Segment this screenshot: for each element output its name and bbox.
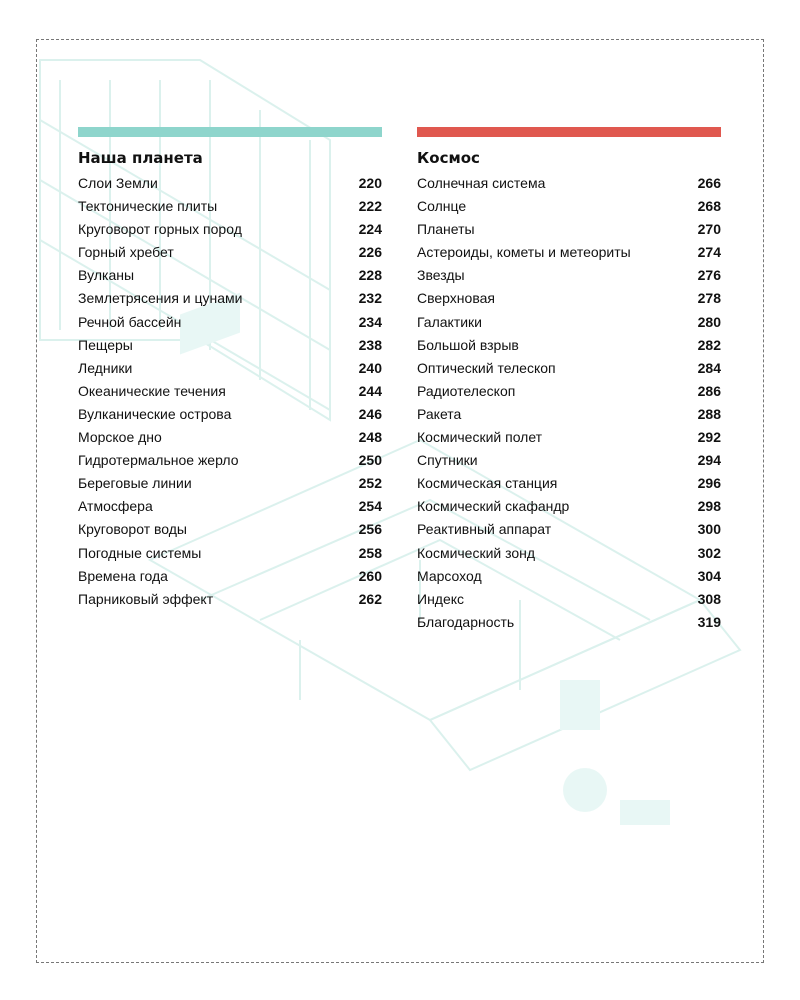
toc-entry-title: Космическая станция <box>417 475 558 492</box>
toc-entry[interactable] <box>78 495 382 518</box>
toc-entry-page-number: 254 <box>358 498 382 515</box>
toc-entry[interactable] <box>417 449 721 472</box>
toc-entry[interactable] <box>417 311 721 334</box>
toc-entry[interactable] <box>78 195 382 218</box>
toc-entry[interactable] <box>78 241 382 264</box>
toc-entry-page-number: 308 <box>697 590 721 607</box>
toc-entry[interactable] <box>78 588 382 611</box>
toc-entry-page-number: 284 <box>697 359 721 376</box>
toc-entry-title: Тектонические плиты <box>78 198 218 215</box>
toc-entry[interactable] <box>78 403 382 426</box>
toc-entry-title: Слои Земли <box>78 175 158 191</box>
toc-entry-title: Сверхновая <box>417 290 495 307</box>
toc-entry-title: Солнце <box>417 198 467 215</box>
toc-entry-page-number: 252 <box>358 475 382 492</box>
toc-entry-page-number: 280 <box>697 313 721 330</box>
toc-entry-page-number: 240 <box>358 359 382 376</box>
toc-entry-page-number: 294 <box>697 452 721 469</box>
toc-entry-title: Радиотелескоп <box>417 382 516 399</box>
toc-entry-page-number: 274 <box>697 244 721 261</box>
toc-entry[interactable] <box>78 472 382 495</box>
toc-entry[interactable] <box>417 357 721 380</box>
toc-entry[interactable] <box>78 334 382 357</box>
toc-entry-page-number: 266 <box>697 175 721 191</box>
toc-entry-page-number: 270 <box>697 221 721 238</box>
toc-entry[interactable] <box>417 495 721 518</box>
toc-entry-title: Гидротермальное жерло <box>78 452 239 469</box>
toc-entry-title: Астероиды, кометы и метеориты <box>417 244 631 261</box>
toc-entry[interactable] <box>78 518 382 541</box>
toc-entry-page-number: 220 <box>358 175 382 191</box>
toc-entry-title: Океанические течения <box>78 382 226 399</box>
section-accent-bar <box>78 127 382 137</box>
section-heading: Космос <box>417 149 480 167</box>
toc-entry[interactable] <box>78 565 382 588</box>
toc-entry-title: Круговорот горных пород <box>78 221 242 238</box>
toc-entry[interactable] <box>78 172 382 195</box>
toc-entry-title: Планеты <box>417 221 475 238</box>
toc-entry[interactable] <box>78 218 382 241</box>
toc-entry-title: Времена года <box>78 567 168 584</box>
toc-entry-title: Землетрясения и цунами <box>78 290 243 307</box>
toc-list <box>417 172 721 634</box>
toc-entry-title: Звезды <box>417 267 465 284</box>
toc-entry[interactable] <box>417 472 721 495</box>
toc-entry-title: Вулканы <box>78 267 135 284</box>
toc-entry-page-number: 319 <box>697 613 721 630</box>
toc-entry[interactable] <box>417 611 721 634</box>
toc-entry-page-number: 226 <box>358 244 382 261</box>
toc-section-our-planet <box>78 127 382 611</box>
toc-list <box>78 172 382 611</box>
toc-section-space <box>417 127 721 634</box>
toc-entry-title: Марсоход <box>417 567 482 584</box>
toc-entry-page-number: 222 <box>358 198 382 215</box>
toc-entry-page-number: 304 <box>697 567 721 584</box>
toc-entry[interactable] <box>417 241 721 264</box>
toc-entry-title: Парниковый эффект <box>78 590 214 607</box>
toc-entry-page-number: 278 <box>697 290 721 307</box>
toc-entry-page-number: 282 <box>697 336 721 353</box>
toc-entry-page-number: 260 <box>358 567 382 584</box>
toc-entry-page-number: 296 <box>697 475 721 492</box>
toc-entry-page-number: 298 <box>697 498 721 515</box>
toc-entry-page-number: 302 <box>697 544 721 561</box>
section-accent-bar <box>417 127 721 137</box>
toc-entry[interactable] <box>78 426 382 449</box>
toc-entry-title: Пещеры <box>78 336 133 353</box>
toc-entry[interactable] <box>417 172 721 195</box>
toc-entry-title: Солнечная система <box>417 175 546 191</box>
toc-entry-page-number: 258 <box>358 544 382 561</box>
toc-entry-page-number: 228 <box>358 267 382 284</box>
toc-entry-title: Благодарность <box>417 613 515 630</box>
toc-entry-page-number: 246 <box>358 405 382 422</box>
toc-entry-title: Морское дно <box>78 429 162 446</box>
toc-entry-title: Реактивный аппарат <box>417 521 552 538</box>
toc-entry-page-number: 262 <box>358 590 382 607</box>
toc-entry-title: Ледники <box>78 359 133 376</box>
toc-entry-page-number: 276 <box>697 267 721 284</box>
toc-entry[interactable] <box>78 264 382 287</box>
toc-entry-page-number: 232 <box>358 290 382 307</box>
toc-entry-page-number: 288 <box>697 405 721 422</box>
toc-entry[interactable] <box>78 542 382 565</box>
toc-entry[interactable] <box>417 542 721 565</box>
toc-entry-page-number: 238 <box>358 336 382 353</box>
toc-entry-page-number: 224 <box>358 221 382 238</box>
toc-entry-title: Космический полет <box>417 429 543 446</box>
toc-entry-page-number: 244 <box>358 382 382 399</box>
toc-entry[interactable] <box>78 287 382 310</box>
toc-entry-title: Атмосфера <box>78 498 153 515</box>
toc-entry-title: Горный хребет <box>78 244 174 261</box>
toc-entry[interactable] <box>78 311 382 334</box>
toc-entry[interactable] <box>417 334 721 357</box>
toc-entry[interactable] <box>78 357 382 380</box>
toc-entry-title: Речной бассейн <box>78 313 182 330</box>
toc-entry[interactable] <box>78 380 382 403</box>
toc-entry-page-number: 268 <box>697 198 721 215</box>
section-heading: Наша планета <box>78 149 203 167</box>
toc-entry[interactable] <box>417 287 721 310</box>
toc-entry-page-number: 286 <box>697 382 721 399</box>
toc-entry-title: Круговорот воды <box>78 521 187 538</box>
toc-entry[interactable] <box>417 426 721 449</box>
toc-entry-page-number: 248 <box>358 429 382 446</box>
toc-entry[interactable] <box>417 403 721 426</box>
toc-entry[interactable] <box>417 588 721 611</box>
toc-entry-title: Погодные системы <box>78 544 202 561</box>
toc-entry[interactable] <box>78 449 382 472</box>
toc-entry[interactable] <box>417 380 721 403</box>
toc-entry-title: Оптический телескоп <box>417 359 556 376</box>
toc-entry-title: Береговые линии <box>78 475 192 492</box>
toc-entry-title: Спутники <box>417 452 478 469</box>
toc-entry[interactable] <box>417 565 721 588</box>
toc-entry-title: Индекс <box>417 590 465 607</box>
toc-entry-page-number: 256 <box>358 521 382 538</box>
toc-entry-page-number: 250 <box>358 452 382 469</box>
toc-entry-title: Космический зонд <box>417 544 536 561</box>
toc-entry[interactable] <box>417 264 721 287</box>
toc-entry[interactable] <box>417 195 721 218</box>
toc-entry-title: Вулканические острова <box>78 405 232 422</box>
toc-entry-title: Ракета <box>417 405 462 422</box>
toc-entry-page-number: 292 <box>697 429 721 446</box>
toc-entry[interactable] <box>417 218 721 241</box>
toc-entry-title: Большой взрыв <box>417 336 519 353</box>
toc-entry-title: Космический скафандр <box>417 498 570 515</box>
toc-entry-page-number: 300 <box>697 521 721 538</box>
toc-entry-title: Галактики <box>417 313 482 330</box>
toc-entry-page-number: 234 <box>358 313 382 330</box>
toc-entry[interactable] <box>417 518 721 541</box>
